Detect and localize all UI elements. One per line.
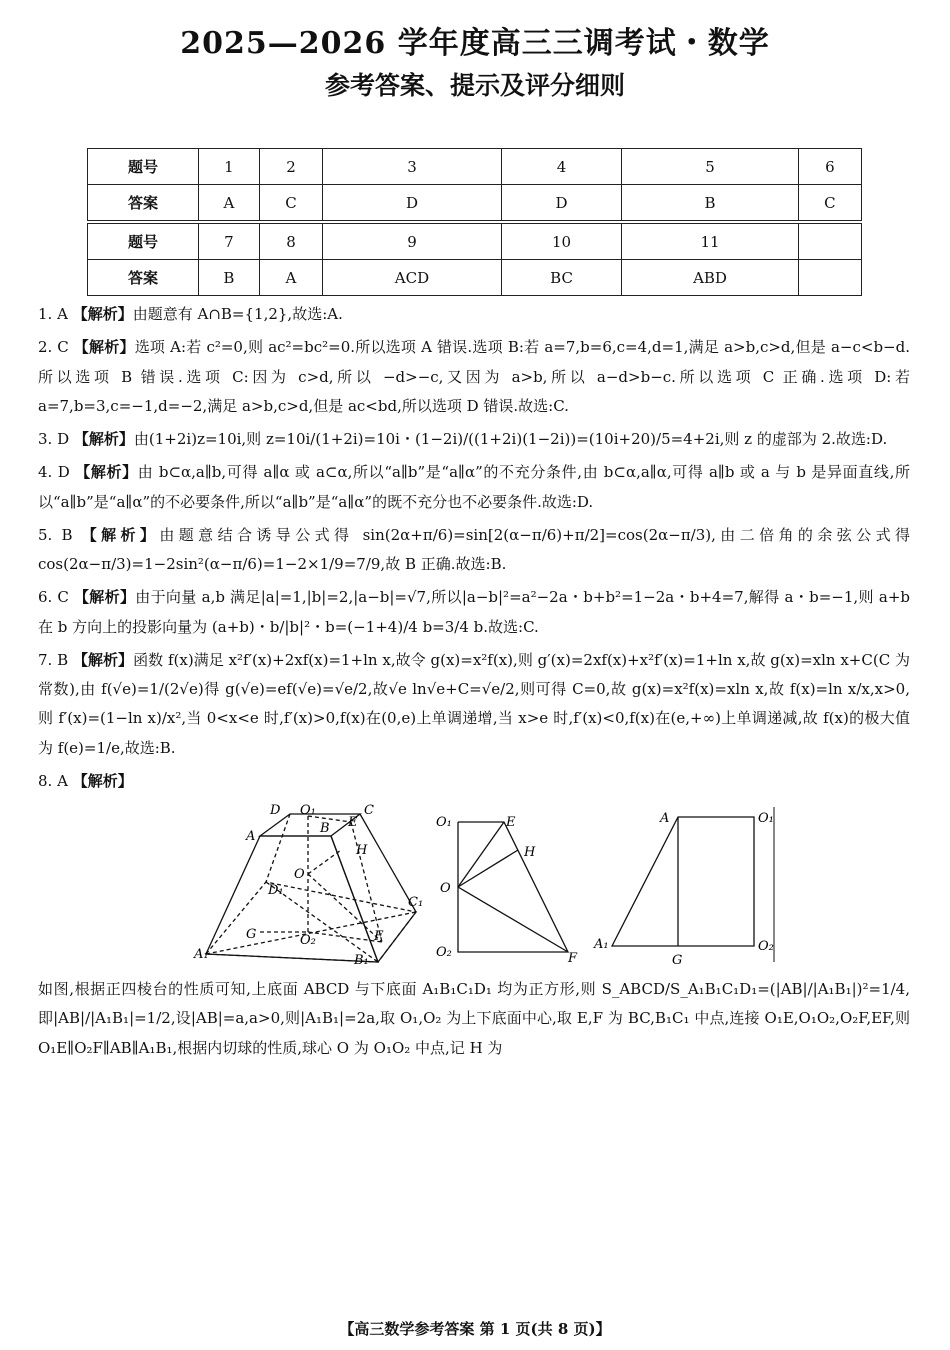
solution-label: 6. C	[38, 588, 69, 607]
solution-6	[38, 583, 910, 642]
solution-text: 由(1+2i)z=10i,则 z=10i/(1+2i)=10i・(1−2i)/((1+2i)(1−2i))=(10i+20)/5=4+2i,则 z 的虚部为 2.故选:D.	[133, 430, 888, 448]
figure-label: G	[672, 953, 683, 967]
figure-label: F	[568, 951, 578, 966]
table-cell: 1	[199, 149, 260, 185]
solution-label: 4. D	[38, 463, 70, 482]
table-cell: BC	[501, 260, 621, 296]
table-cell: D	[323, 185, 502, 223]
analysis-tag: 【解析】	[73, 338, 135, 357]
table-cell: C	[259, 185, 322, 223]
figure-label: O	[440, 881, 451, 896]
geometry-figures	[38, 802, 910, 967]
analysis-tag: 【解析】	[81, 525, 160, 544]
figure-label: C₁	[408, 895, 424, 910]
solution-text: 函数 f(x)满足 x²f′(x)+2xf(x)=1+ln x,故令 g(x)=x²f(x),则 g′(x)=2xf(x)+x²f′(x)=1+ln x,故 g(x)=xln x+C(C 为常数),由 f(√e)=1/(2√e)得 g(√e)=ef(√e)=√e/2,故√e ln√e+C=√e/2,则可得 C=0,故 g(x)=x²f(x)=xln x,故 f(x)=ln x/x,x>0,则 f′(x)=(1−ln x)/x²,当 0<x<e 时,f′(x)>0,f(x)在(0,e)上单调递增,当 x>e 时,f′(x)<0,f(x)在(e,+∞)上单调递减,故 f(x)的极大值为 f(e)=1/e,故选:B.	[38, 650, 910, 757]
table-cell: 5	[622, 149, 799, 185]
table-cell	[798, 222, 861, 260]
figure-label: F	[374, 929, 384, 944]
solution-label: 2. C	[38, 338, 69, 357]
analysis-tag: 【解析】	[72, 305, 133, 323]
figures	[38, 802, 910, 967]
row-header-answer: 答案	[88, 185, 199, 223]
solution-text: 由题意结合诱导公式得 sin(2α+π/6)=sin[2(α−π/6)+π/2]=cos(2α−π/3),由二倍角的余弦公式得 cos(2α−π/3)=1−2sin²(α−π/6)=1−2×1/9=7/9,故 B 正确.故选:B.	[38, 525, 910, 573]
table-cell: 8	[259, 222, 322, 260]
row-header-answer: 答案	[88, 260, 199, 296]
analysis-tag: 【解析】	[75, 463, 138, 482]
table-cell: D	[501, 185, 621, 223]
figure-label: E	[506, 815, 516, 830]
table-row	[88, 185, 862, 223]
table-cell: ACD	[323, 260, 502, 296]
solution-text: 由 b⊂α,a∥b,可得 a∥α 或 a⊂α,所以“a∥b”是“a∥α”的不充分条件,由 b⊂α,a∥α,可得 a∥b 或 a 与 b 是异面直线,所以“a∥b”是“a∥α”的不必要条件,所以“a∥b”是“a∥α”的既不充分也不必要条件.故选:D.	[38, 463, 910, 511]
figure-label: A₁	[594, 937, 609, 952]
table-row	[88, 222, 862, 260]
table-cell: B	[199, 260, 260, 296]
figure-label: H	[356, 843, 368, 858]
analysis-tag: 【解析】	[73, 430, 134, 448]
figure-label: O	[294, 867, 305, 882]
solution-7	[38, 646, 910, 763]
analysis-tag: 【解析】	[73, 588, 136, 607]
figure-label: O₂	[300, 933, 316, 948]
table-cell: 4	[501, 149, 621, 185]
figure-label: D₁	[268, 883, 284, 898]
solution-3	[38, 425, 910, 454]
table-cell: B	[622, 185, 799, 223]
row-header-question: 题号	[88, 149, 199, 185]
solution-5	[38, 521, 910, 580]
solution-text: 由于向量 a,b 满足|a|=1,|b|=2,|a−b|=√7,所以|a−b|²=a²−2a・b+b²=1−2a・b+4=7,解得 a・b=−1,则 a+b 在 b 方向上的投影向量为 (a+b)・b/|b|²・b=(−1+4)/4 b=3/4 b.故选:C.	[38, 588, 910, 636]
table-cell: 9	[323, 222, 502, 260]
figure-label: G	[246, 927, 257, 942]
solution-2	[38, 333, 910, 421]
table-cell: 10	[501, 222, 621, 260]
figure-label: O₁	[758, 811, 774, 826]
solutions	[38, 300, 910, 1067]
table-cell: A	[199, 185, 260, 223]
page-subtitle: 参考答案、提示及评分细则	[324, 71, 625, 100]
solution-label: 8. A	[38, 771, 68, 790]
figure-label: D	[270, 803, 281, 818]
figure-label: B₁	[354, 953, 369, 967]
table-cell: C	[798, 185, 861, 223]
table-cell: 2	[259, 149, 322, 185]
figure-label: A	[246, 829, 256, 844]
table-cell: 7	[199, 222, 260, 260]
figure-label: A₁	[194, 947, 209, 962]
solution-label: 5. B	[38, 525, 73, 544]
page-footer: 【高三数学参考答案 第 1 页(共 8 页)】	[339, 1320, 611, 1338]
table-cell: 3	[323, 149, 502, 185]
section-figure-1	[458, 822, 568, 952]
solution-8-continued: 如图,根据正四棱台的性质可知,上底面 ABCD 与下底面 A₁B₁C₁D₁ 均为正方形,则 S_ABCD/S_A₁B₁C₁D₁=(|AB|/|A₁B₁|)²=1/4,即|AB|/|A₁B₁|=1/2,设|AB|=a,a>0,则|A₁B₁|=2a,取 O₁,O₂ 为上下底面中心,取 E,F 为 BC,B₁C₁ 中点,连接 O₁E,O₁O₂,O₂F,EF,则 O₁E∥O₂F∥AB∥A₁B₁,根据内切球的性质,球心 O 为 O₁O₂ 中点,记 H 为	[38, 980, 910, 1057]
section-figure-2	[612, 807, 774, 962]
page-title: 2025—2026 学年度高三三调考试・数学	[180, 26, 770, 61]
figure-label: O₂	[436, 945, 452, 960]
figure-label: H	[524, 845, 536, 860]
answer-table	[87, 148, 862, 296]
solution-label: 3. D	[38, 430, 70, 448]
analysis-tag: 【解析】	[72, 771, 133, 790]
figure-label: A	[660, 811, 670, 826]
solution-label: 1. A	[38, 305, 68, 323]
figure-label: C	[364, 803, 374, 818]
table-cell: A	[259, 260, 322, 296]
table-row	[88, 260, 862, 296]
figure-label: O₁	[300, 803, 316, 818]
solution-label: 7. B	[38, 650, 69, 669]
analysis-tag: 【解析】	[72, 650, 134, 669]
figure-label: O₁	[436, 815, 452, 830]
figure-label: O₂	[758, 939, 774, 954]
solution-1	[38, 300, 910, 329]
table-cell: 6	[798, 149, 861, 185]
solution-text: 由题意有 A∩B={1,2},故选:A.	[132, 305, 343, 323]
row-header-question: 题号	[88, 222, 199, 260]
solution-4	[38, 458, 910, 517]
solution-text: 选项 A:若 c²=0,则 ac²=bc²=0.所以选项 A 错误.选项 B:若 a=7,b=6,c=4,d=1,满足 a>b,c>d,但是 a−c<b−d.所以选项 B 错误.选项 C:因为 c>d,所以 −d>−c,又因为 a>b,所以 a−d>b−c.所以选项 C 正确.选项 D:若 a=7,b=3,c=−1,d=−2,满足 a>b,c>d,但是 ac<bd,所以选项 D 错误.故选:C.	[38, 338, 910, 415]
table-cell: ABD	[622, 260, 799, 296]
figure-label: E	[348, 815, 358, 830]
table-cell: 11	[622, 222, 799, 260]
table-row	[88, 149, 862, 185]
solution-8	[38, 767, 910, 796]
table-cell	[798, 260, 861, 296]
figure-label: B	[320, 821, 330, 836]
